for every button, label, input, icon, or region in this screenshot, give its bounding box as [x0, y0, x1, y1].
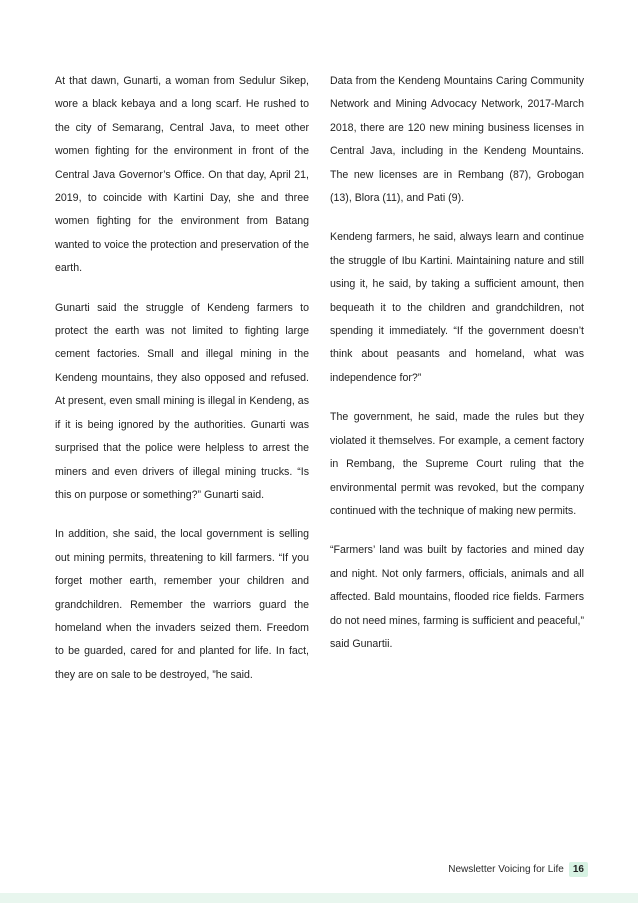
paragraph: Data from the Kendeng Mountains Caring Community Network and Mining Advocacy Network, 2017-March 2018, there are 120 new mining business licenses in Central Java, including in the Kendeng Mountains. The new licenses are in Rembang (87), Grobogan (13), Blora (11), and Pati (9).: [330, 75, 584, 205]
paragraph: At that dawn, Gunarti, a woman from Sedulur Sikep, wore a black kebaya and a long scarf. He rushed to the city of Semarang, Central Java, to meet other women fighting for the environment in front of the Central Java Governor’s Office. On that day, April 21, 2019, to coincide with Kartini Day, she and three women fighting for the environment from Batang wanted to voice the protection and preservation of the earth.: [55, 75, 309, 275]
paragraph: Gunarti said the struggle of Kendeng farmers to protect the earth was not limited to fighting large cement factories. Small and illegal mining in the Kendeng mountains, they also opposed and refused. At present, even small mining is illegal in Kendeng, as if it is being ignored by the authorities. Gunarti was surprised that the police were helpless to arrest the miners and even drivers of illegal mining trucks. “Is this on purpose or something?” Gunarti said.: [55, 301, 309, 501]
paragraph: In addition, she said, the local government is selling out mining permits, threatening to kill farmers. “If you forget mother earth, remember your children and grandchildren. Remember the warriors guard the homeland when the invaders seized them. Freedom to be guarded, cared for and planted for life. In fact, they are on sale to be destroyed, ”he said.: [55, 528, 309, 681]
left-column: [55, 70, 309, 703]
publication-title: Newsletter Voicing for Life: [448, 864, 564, 875]
paragraph: Kendeng farmers, he said, always learn and continue the struggle of Ibu Kartini. Maintaining nature and still using it, he said, by taking a sufficient amount, then bequeath it to the children and grandchildren, not spending it immediately. “If the government doesn’t think about peasants and homeland, what was independence for?”: [330, 231, 584, 384]
page-number: 16: [569, 862, 588, 877]
paragraph: “Farmers’ land was built by factories and mined day and night. Not only farmers, officials, animals and all affected. Bald mountains, flooded rice fields. Farmers do not need mines, farming is sufficient and peaceful,” said Gunartii.: [330, 544, 584, 650]
paragraph: The government, he said, made the rules but they violated it themselves. For example, a cement factory in Rembang, the Supreme Court ruling that the environmental permit was revoked, but the company continued with the technique of making new permits.: [330, 411, 584, 517]
bottom-band: [0, 893, 638, 903]
page-footer: [448, 862, 588, 877]
right-column: [330, 70, 584, 672]
